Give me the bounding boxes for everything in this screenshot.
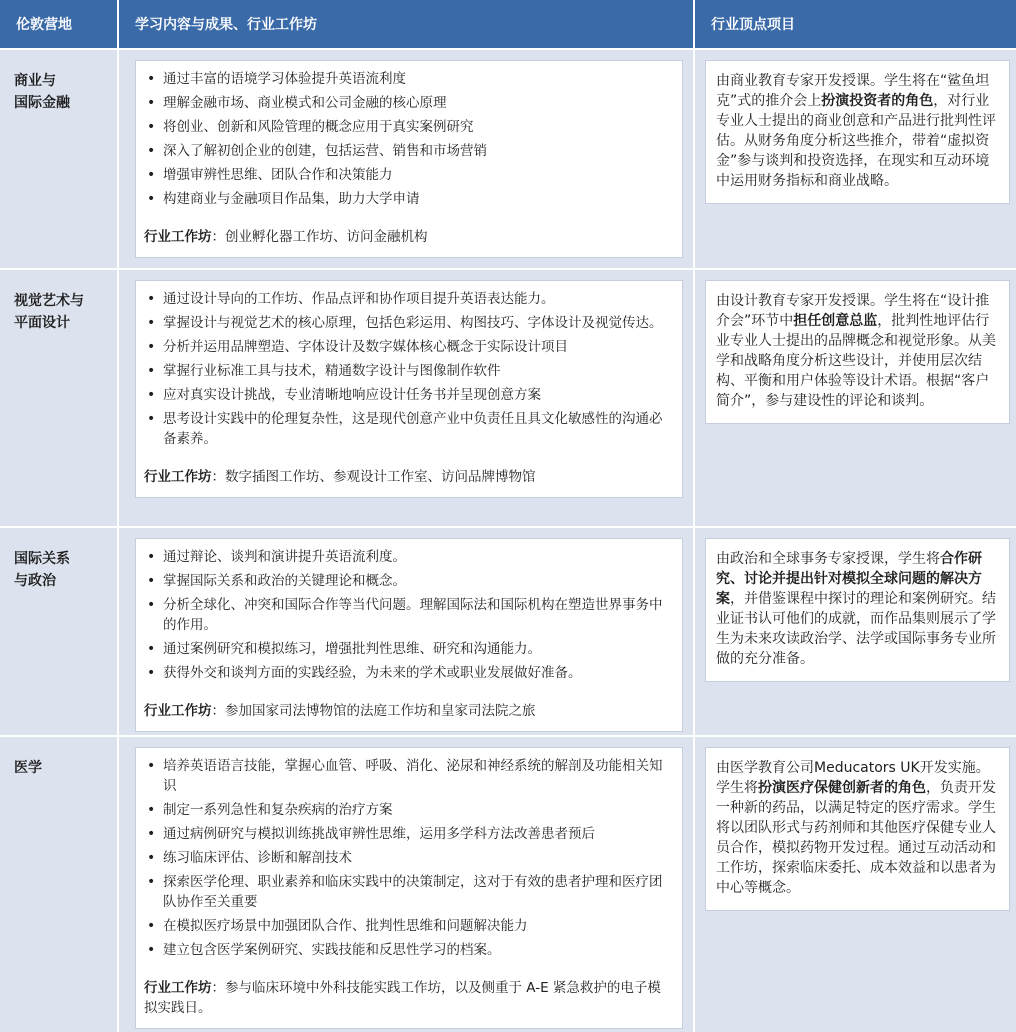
- row-international-relations-content: [119, 528, 693, 735]
- learning-outcomes-list: [144, 756, 674, 960]
- list-item: • 深入了解初创企业的创建，包括运营、销售和市场营销: [144, 141, 674, 161]
- learning-outcomes-list: [144, 69, 674, 209]
- capstone-highlight: 扮演医疗保健创新者的角色: [758, 780, 926, 796]
- capstone-text: 由医学教育公司Meducators UK开发实施。学生将: [716, 760, 990, 796]
- header-capstone: 行业顶点项目: [695, 0, 1016, 48]
- content-panel: [135, 60, 683, 258]
- content-panel: [135, 747, 683, 1029]
- list-item: • 分析全球化、冲突和国际合作等当代问题。理解国际法和国际机构在塑造世界事务中的作用。: [144, 595, 674, 635]
- row-visual-arts-design-camp-name: 视觉艺术与 平面设计: [0, 270, 117, 526]
- workshop-text: ：数字插图工作坊、参观设计工作室、访问品牌博物馆: [211, 469, 536, 485]
- workshop-label: 行业工作坊: [144, 703, 212, 719]
- capstone-highlight: 担任创意总监: [793, 313, 878, 329]
- content-panel: [135, 280, 683, 498]
- list-item: • 建立包含医学案例研究、实践技能和反思性学习的档案。: [144, 940, 674, 960]
- list-item: • 练习临床评估、诊断和解剖技术: [144, 848, 674, 868]
- workshop-text: ：参与临床环境中外科技能实践工作坊，以及侧重于 A-E 紧急救护的电子模拟实践日。: [144, 980, 661, 1016]
- row-medicine-camp-name: 医学: [0, 737, 117, 1032]
- capstone-description: [716, 71, 1000, 191]
- list-item: • 通过病例研究与模拟训练挑战审辨性思维，运用多学科方法改善患者预后: [144, 824, 674, 844]
- capstone-highlight: 合作研究、讨论并提出针对模拟全球问题的解决方案: [716, 551, 982, 607]
- industry-workshop: [144, 227, 674, 247]
- capstone-text: ，批判性地评估行业专业人士提出的品牌概念和视觉形象。从美学和战略角度分析这些设计，并使用层次结构、平衡和用户体验等设计术语。根据“客户简介”，参与建设性的评论和谈判。: [716, 313, 996, 409]
- list-item: • 分析并运用品牌塑造、字体设计及数字媒体核心概念于实际设计项目: [144, 337, 674, 357]
- workshop-label: 行业工作坊: [144, 229, 212, 245]
- content-panel: [135, 538, 683, 732]
- row-business-finance-capstone: [695, 50, 1016, 268]
- learning-outcomes-list: [144, 547, 674, 683]
- list-item: • 应对真实设计挑战，专业清晰地响应设计任务书并呈现创意方案: [144, 385, 674, 405]
- capstone-text: ，对行业专业人士提出的商业创意和产品进行批判性评估。从财务角度分析这些推介，带着“虚拟资金”参与谈判和投资选择，在现实和互动环境中运用财务指标和商业战略。: [716, 93, 996, 189]
- capstone-description: [716, 758, 1000, 898]
- list-item: • 通过辩论、谈判和演讲提升英语流利度。: [144, 547, 674, 567]
- capstone-text: ，负责开发一种新的药品，以满足特定的医疗需求。学生将以团队形式与药剂师和其他医疗保健专业人员合作，模拟药物开发过程。通过互动活动和工作坊，探索临床委托、成本效益和以患者为中心等概念。: [716, 780, 996, 896]
- capstone-text: ，并借鉴课程中探讨的理论和案例研究。结业证书认可他们的成就，而作品集则展示了学生为未来攻读政治学、法学或国际事务专业所做的充分准备。: [716, 591, 996, 667]
- workshop-text: ：创业孵化器工作坊、访问金融机构: [211, 229, 428, 245]
- row-medicine-content: [119, 737, 693, 1032]
- industry-workshop: [144, 701, 674, 721]
- capstone-text: 由政治和全球事务专家授课，学生将: [716, 551, 940, 567]
- header-camp: 伦敦营地: [0, 0, 117, 48]
- row-international-relations-camp-name: 国际关系 与政治: [0, 528, 117, 735]
- capstone-panel: [705, 538, 1010, 682]
- list-item: • 将创业、创新和风险管理的概念应用于真实案例研究: [144, 117, 674, 137]
- row-visual-arts-design-content: [119, 270, 693, 526]
- list-item: • 通过案例研究和模拟练习，增强批判性思维、研究和沟通能力。: [144, 639, 674, 659]
- workshop-label: 行业工作坊: [144, 980, 212, 996]
- industry-workshop: [144, 467, 674, 487]
- capstone-panel: [705, 60, 1010, 204]
- list-item: • 培养英语语言技能，掌握心血管、呼吸、消化、泌尿和神经系统的解剖及功能相关知识: [144, 756, 674, 796]
- workshop-text: ：参加国家司法博物馆的法庭工作坊和皇家司法院之旅: [211, 703, 536, 719]
- capstone-text: 由设计教育专家开发授课。学生将在“设计推介会”环节中: [716, 293, 990, 329]
- row-business-finance-content: [119, 50, 693, 268]
- capstone-panel: [705, 280, 1010, 424]
- capstone-panel: [705, 747, 1010, 911]
- header-content: 学习内容与成果、行业工作坊: [119, 0, 693, 48]
- row-business-finance-camp-name: 商业与 国际金融: [0, 50, 117, 268]
- list-item: • 通过设计导向的工作坊、作品点评和协作项目提升英语表达能力。: [144, 289, 674, 309]
- capstone-text: 由商业教育专家开发授课。学生将在“鲨鱼坦克”式的推介会上: [716, 73, 990, 109]
- list-item: • 获得外交和谈判方面的实践经验，为未来的学术或职业发展做好准备。: [144, 663, 674, 683]
- row-visual-arts-design-capstone: [695, 270, 1016, 526]
- list-item: • 探索医学伦理、职业素养和临床实践中的决策制定，这对于有效的患者护理和医疗团队协作至关重要: [144, 872, 674, 912]
- industry-workshop: [144, 978, 674, 1018]
- list-item: • 理解金融市场、商业模式和公司金融的核心原理: [144, 93, 674, 113]
- list-item: • 构建商业与金融项目作品集，助力大学申请: [144, 189, 674, 209]
- list-item: • 制定一系列急性和复杂疾病的治疗方案: [144, 800, 674, 820]
- list-item: • 增强审辨性思维、团队合作和决策能力: [144, 165, 674, 185]
- list-item: • 在模拟医疗场景中加强团队合作、批判性思维和问题解决能力: [144, 916, 674, 936]
- list-item: • 通过丰富的语境学习体验提升英语流利度: [144, 69, 674, 89]
- capstone-highlight: 扮演投资者的角色: [821, 93, 934, 109]
- list-item: • 掌握国际关系和政治的关键理论和概念。: [144, 571, 674, 591]
- list-item: • 掌握设计与视觉艺术的核心原理，包括色彩运用、构图技巧、字体设计及视觉传达。: [144, 313, 674, 333]
- workshop-label: 行业工作坊: [144, 469, 212, 485]
- learning-outcomes-list: [144, 289, 674, 449]
- capstone-description: [716, 549, 1000, 669]
- list-item: • 思考设计实践中的伦理复杂性，这是现代创意产业中负责任且具文化敏感性的沟通必备素养。: [144, 409, 674, 449]
- row-international-relations-capstone: [695, 528, 1016, 735]
- list-item: • 掌握行业标准工具与技术，精通数字设计与图像制作软件: [144, 361, 674, 381]
- capstone-description: [716, 291, 1000, 411]
- row-medicine-capstone: [695, 737, 1016, 1032]
